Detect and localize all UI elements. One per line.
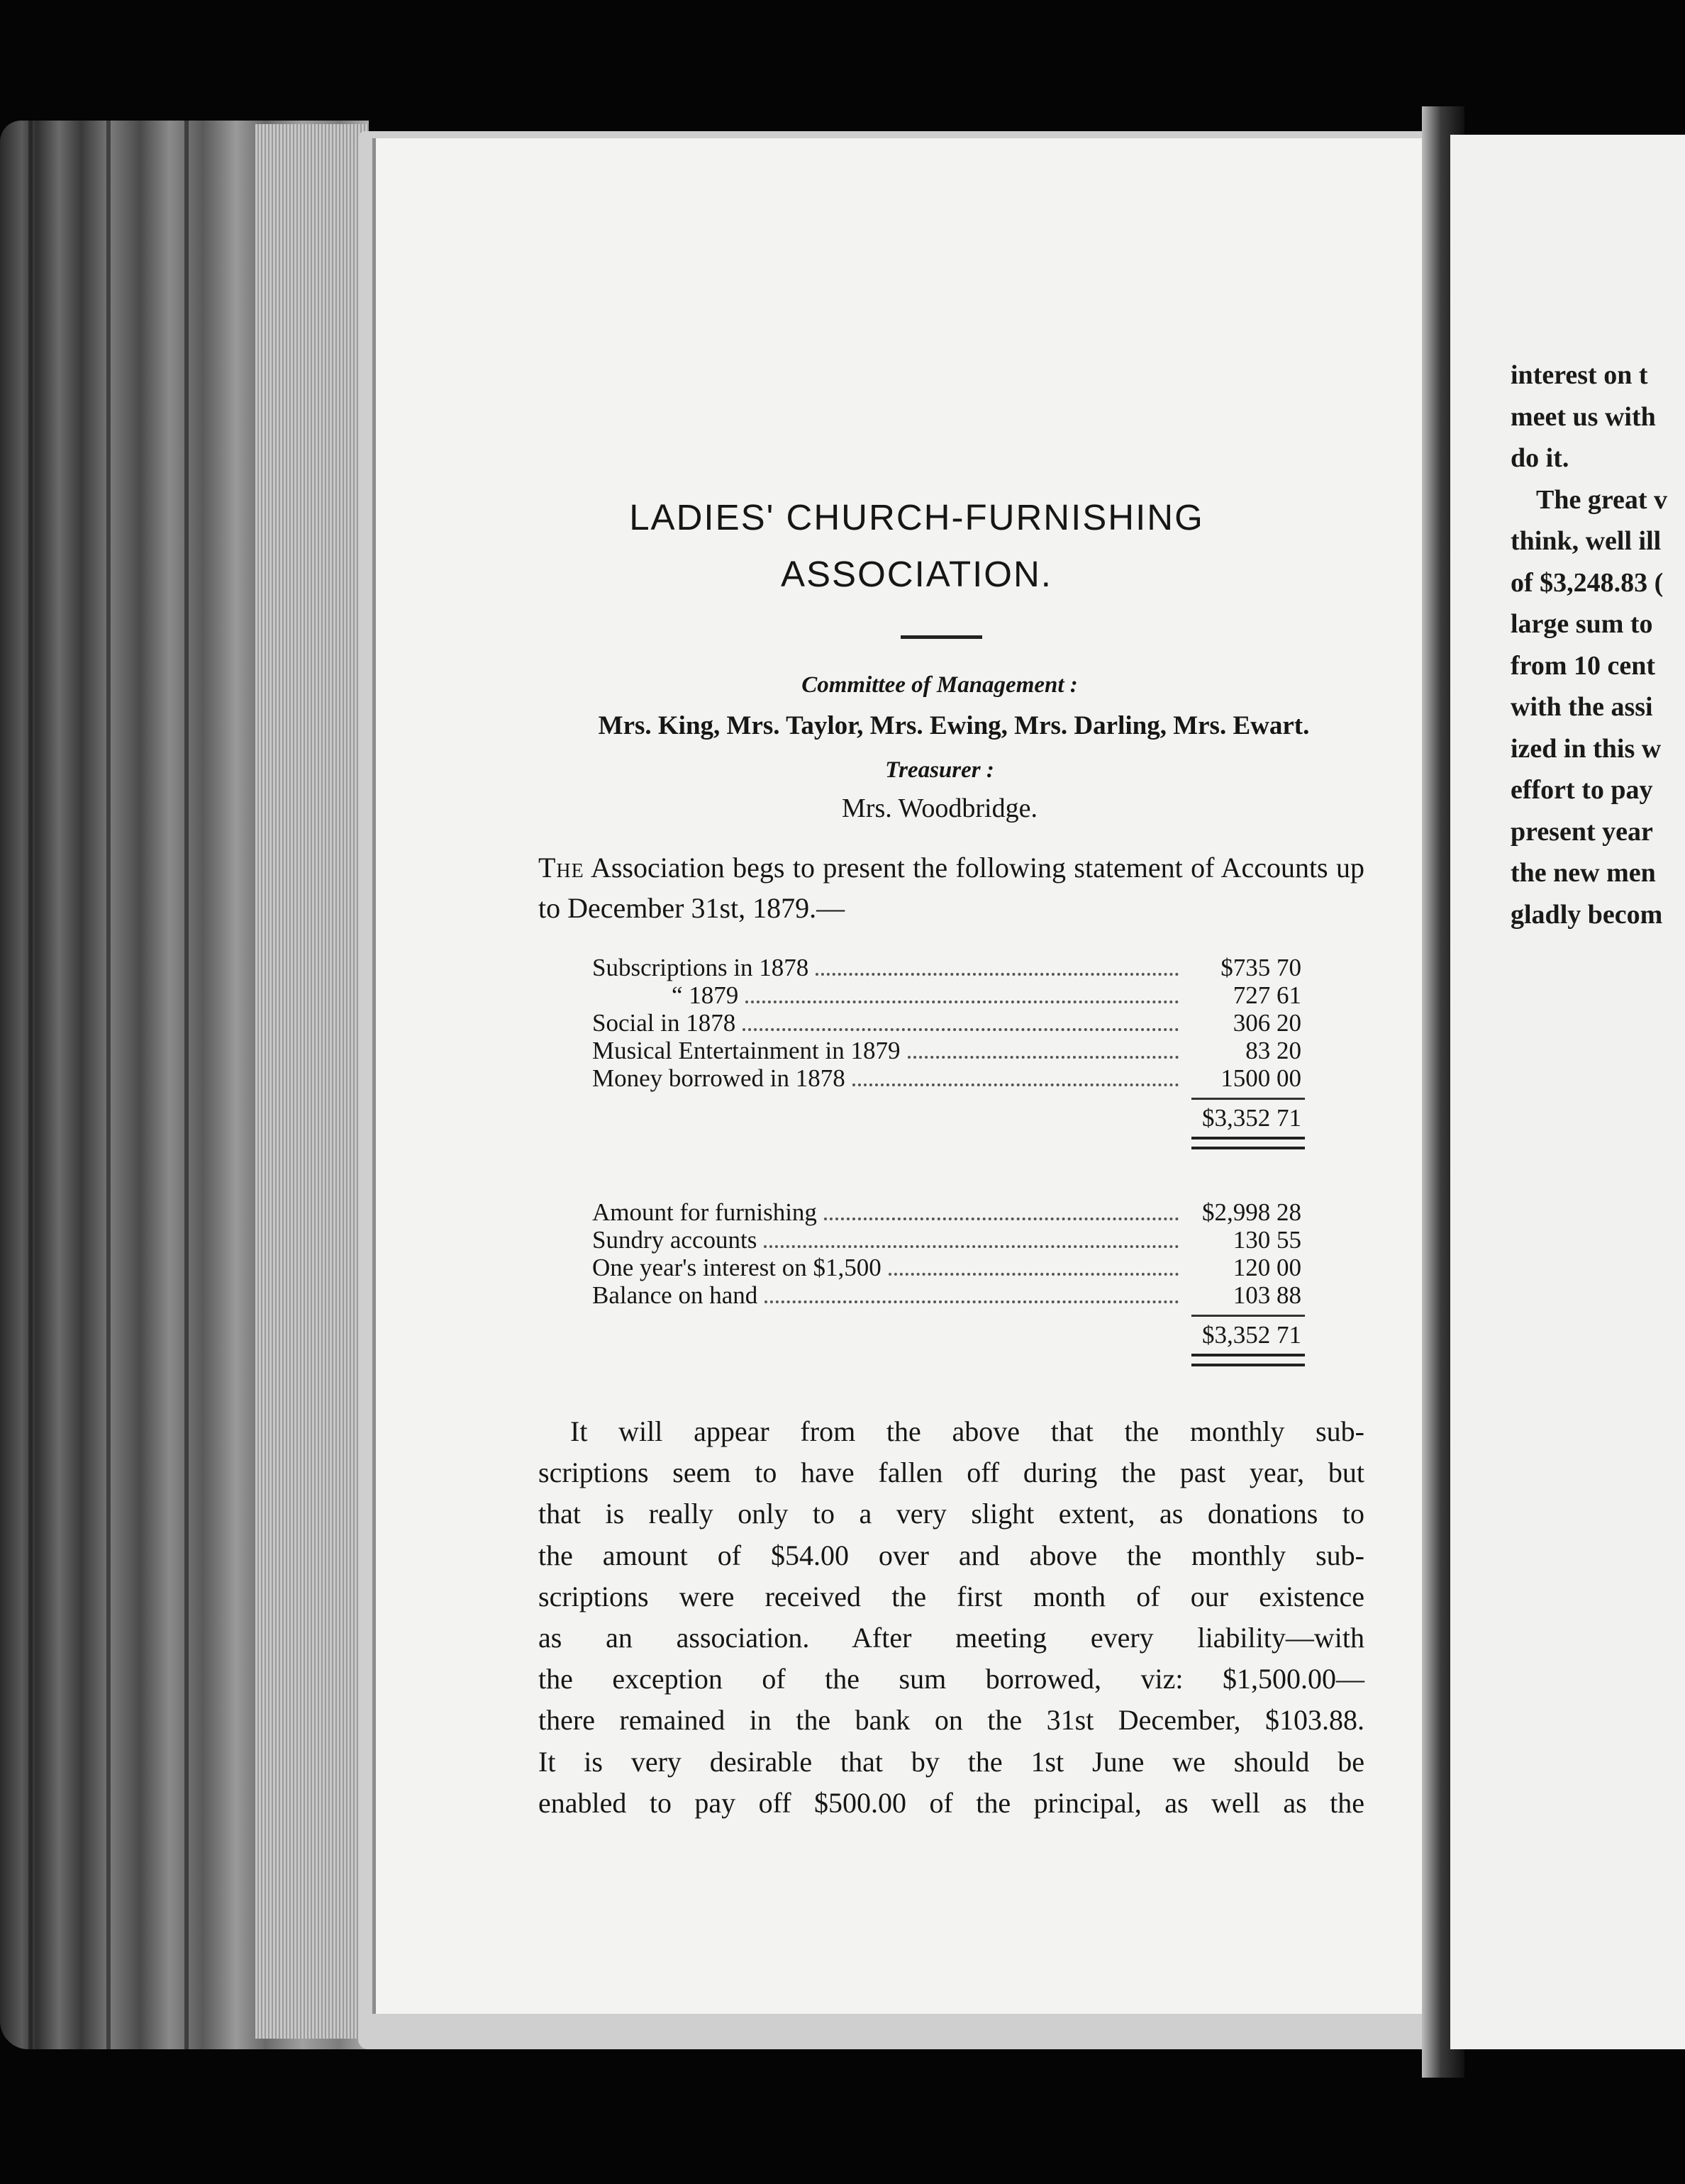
dot-leaders xyxy=(764,1300,1179,1303)
body-line: the amount of $54.00 over and above the monthly sub- xyxy=(538,1539,1364,1571)
committee-label: Committee of Management : xyxy=(801,672,1078,698)
ledger-amount: $735 70 xyxy=(1220,954,1301,981)
ledger-row xyxy=(592,1064,1301,1092)
dot-leaders xyxy=(889,1273,1179,1276)
intro-text: Association begs to present the following statement of Accounts up to December 31st, 1879.— xyxy=(538,852,1364,924)
body-line: enabled to pay off $500.00 of the principal, as well as the xyxy=(538,1786,1364,1819)
ledger-item: “ 1879 xyxy=(672,981,739,1009)
double-rule xyxy=(1191,1354,1305,1366)
right-page-line: think, well ill xyxy=(1511,526,1662,556)
ledger-amount: 103 88 xyxy=(1233,1281,1301,1309)
right-page-line: The great v xyxy=(1536,484,1668,515)
body-line: there remained in the bank on the 31st December, $103.88. xyxy=(538,1704,1364,1737)
ledger-item: Amount for furnishing xyxy=(592,1198,817,1226)
right-page-line: do it. xyxy=(1511,443,1569,473)
right-page-line: effort to pay xyxy=(1511,775,1653,805)
dot-leaders xyxy=(824,1218,1179,1220)
ledger-item: Sundry accounts xyxy=(592,1226,757,1254)
ledger-total-row xyxy=(592,1100,1301,1137)
ledger-row xyxy=(592,954,1301,981)
right-page xyxy=(1450,135,1685,2049)
dot-leaders xyxy=(852,1083,1179,1086)
right-page-line: with the assi xyxy=(1511,692,1653,722)
ledger-amount: 83 20 xyxy=(1245,1037,1301,1064)
body-paragraph xyxy=(538,1411,1364,1824)
ledger-row xyxy=(592,1281,1301,1309)
ledger-amount: $2,998 28 xyxy=(1202,1198,1301,1226)
dot-leaders xyxy=(745,1001,1179,1003)
ledger-row xyxy=(592,1009,1301,1037)
body-line: that is really only to a very slight extent, as donations to xyxy=(538,1498,1364,1530)
ledger-item: Balance on hand xyxy=(592,1281,758,1309)
ledger-item: Social in 1878 xyxy=(592,1009,736,1037)
ledger-amount: 727 61 xyxy=(1233,981,1301,1009)
committee-names: Mrs. King, Mrs. Taylor, Mrs. Ewing, Mrs. Darling, Mrs. Ewart. xyxy=(598,711,1310,740)
ledger-amount: 130 55 xyxy=(1233,1226,1301,1254)
right-page-line: ized in this w xyxy=(1511,733,1662,764)
ledger-item: Money borrowed in 1878 xyxy=(592,1064,845,1092)
ledger-item: Subscriptions in 1878 xyxy=(592,954,809,981)
ledger-row xyxy=(592,1198,1301,1226)
receipts-table xyxy=(592,954,1301,1149)
right-page-line: present year xyxy=(1511,816,1653,847)
ledger-amount: 306 20 xyxy=(1233,1009,1301,1037)
treasurer-label: Treasurer : xyxy=(885,757,994,783)
ledger-item: Musical Entertainment in 1879 xyxy=(592,1037,901,1064)
right-page-line: gladly becom xyxy=(1511,899,1663,930)
body-line: It will appear from the above that the monthly sub- xyxy=(570,1415,1364,1447)
ledger-item: One year's interest on $1,500 xyxy=(592,1254,882,1281)
ledger-row xyxy=(592,1037,1301,1064)
body-line: the exception of the sum borrowed, viz: $1,500.00— xyxy=(538,1663,1364,1695)
edge-stripe xyxy=(184,121,189,2049)
expenditures-total: $3,352 71 xyxy=(1202,1321,1301,1349)
right-page-line: large sum to xyxy=(1511,609,1653,639)
edge-stripe xyxy=(28,121,33,2049)
right-page-line: meet us with xyxy=(1511,401,1656,432)
dot-leaders xyxy=(816,973,1179,976)
body-line: It is very desirable that by the 1st June we should be xyxy=(538,1745,1364,1778)
treasurer-name: Mrs. Woodbridge. xyxy=(842,793,1038,823)
title-divider xyxy=(901,635,982,639)
body-line: as an association. After meeting every liability—with xyxy=(538,1622,1364,1654)
right-page-text xyxy=(1511,355,1685,935)
ledger-total-row xyxy=(592,1317,1301,1354)
title-line-1: LADIES' CHURCH-FURNISHING xyxy=(629,497,1204,537)
edge-stripe xyxy=(106,121,111,2049)
ledger-amount: 120 00 xyxy=(1233,1254,1301,1281)
right-page-line: the new men xyxy=(1511,858,1656,888)
right-page-line: interest on t xyxy=(1511,360,1648,390)
intro-paragraph xyxy=(538,847,1364,928)
ledger-row xyxy=(592,1254,1301,1281)
ledger-amount: 1500 00 xyxy=(1220,1064,1301,1092)
ledger-row xyxy=(592,981,1301,1009)
intro-lead-word: The xyxy=(538,852,584,884)
body-line: scriptions were received the first month of our existence xyxy=(538,1580,1364,1612)
body-line: scriptions seem to have fallen off during the past year, but xyxy=(538,1456,1364,1489)
dot-leaders xyxy=(764,1245,1179,1248)
title-line-2: ASSOCIATION. xyxy=(781,554,1052,594)
expenditures-table xyxy=(592,1198,1301,1366)
receipts-total: $3,352 71 xyxy=(1202,1104,1301,1132)
page-stack xyxy=(255,124,369,2039)
dot-leaders xyxy=(908,1056,1179,1059)
double-rule xyxy=(1191,1137,1305,1149)
dot-leaders xyxy=(743,1028,1179,1031)
right-page-line: of $3,248.83 ( xyxy=(1511,567,1664,598)
right-page-line: from 10 cent xyxy=(1511,650,1656,681)
ledger-row xyxy=(592,1226,1301,1254)
